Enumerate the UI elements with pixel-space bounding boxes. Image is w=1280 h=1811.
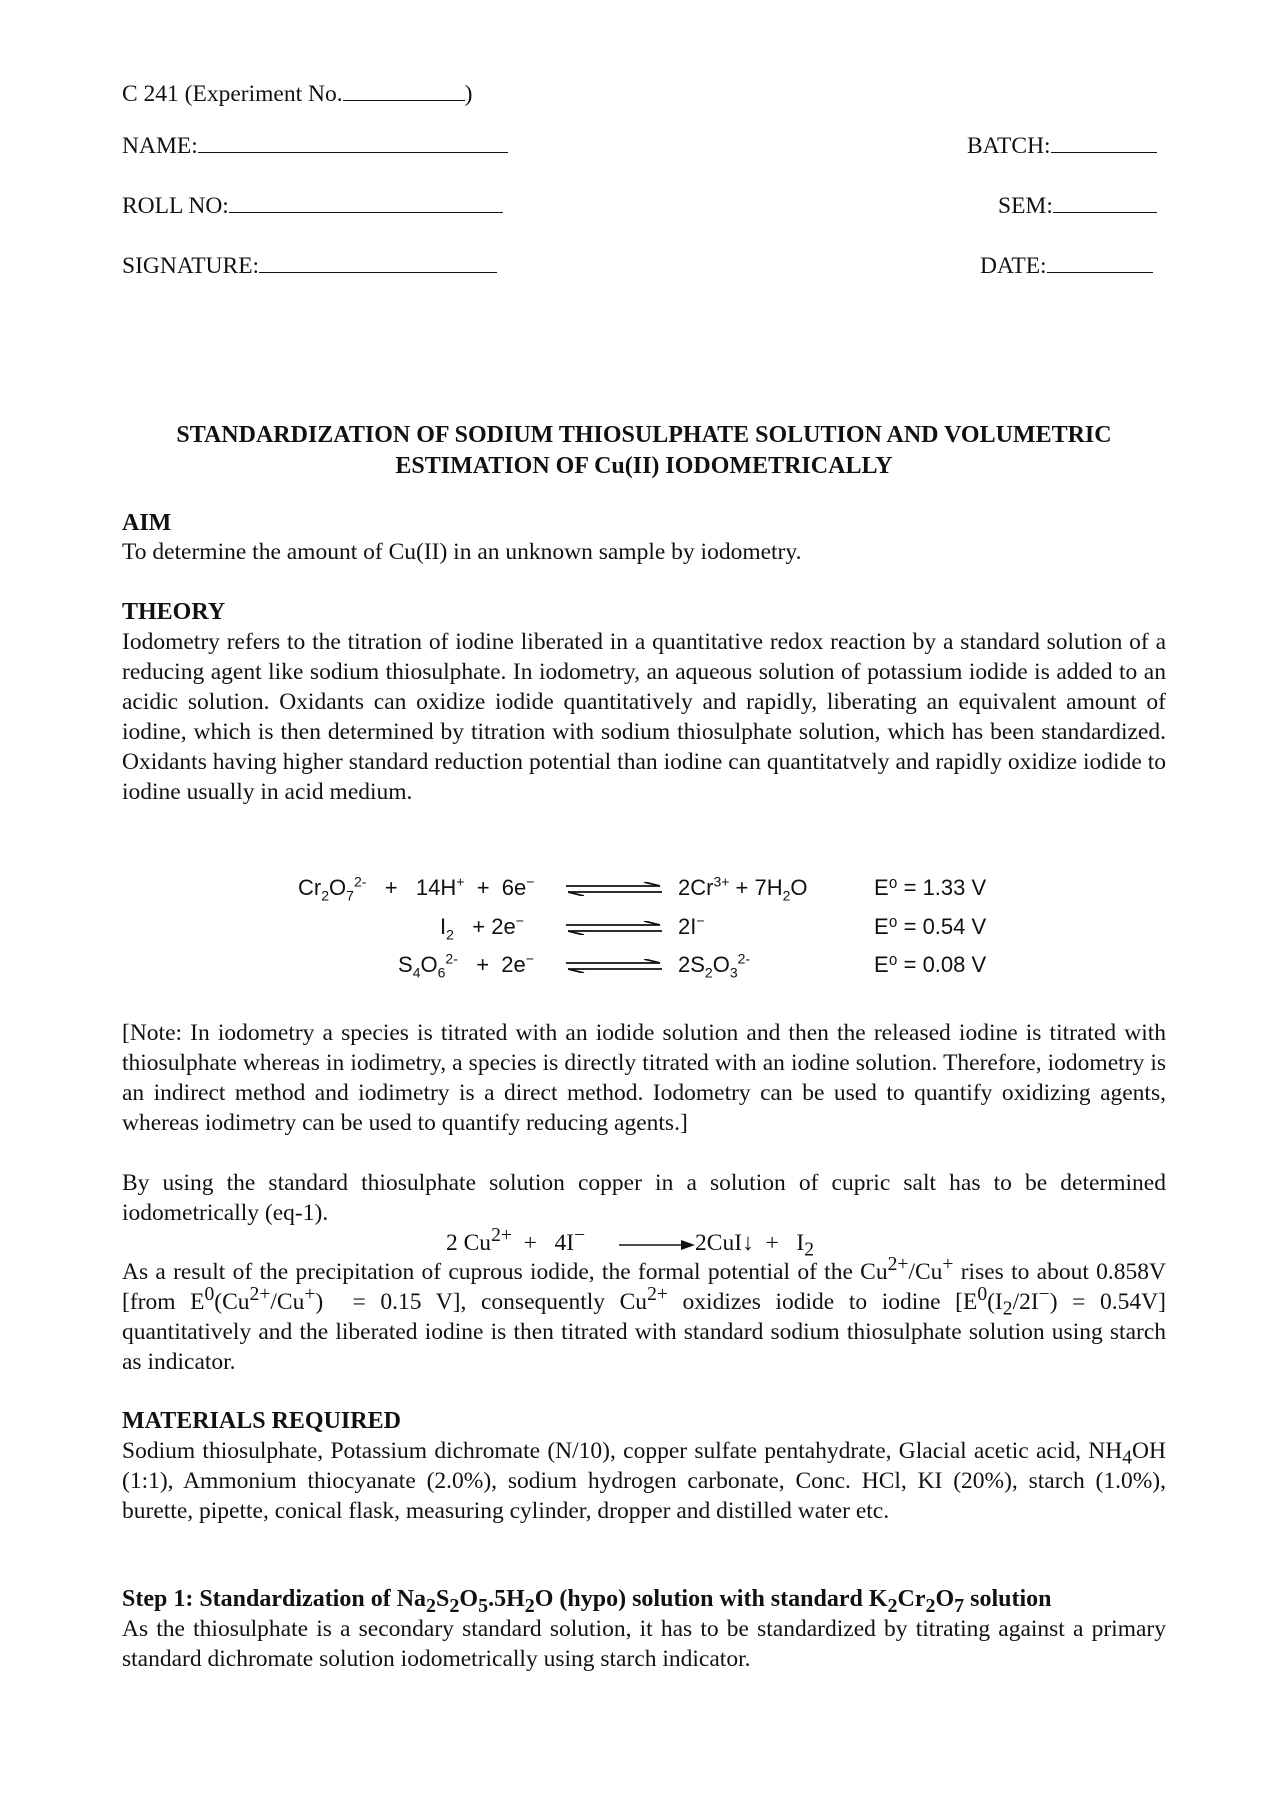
- date-line: [980, 250, 1153, 281]
- reaction-2-right: 2I−: [678, 912, 705, 939]
- title-line-1: STANDARDIZATION OF SODIUM THIOSULPHATE SOLUTION AND VOLUMETRIC: [176, 422, 1112, 448]
- theory-text: Iodometry refers to the titration of iodine liberated in a quantitative redox reaction by a standard solution of a reducing agent like sodium thiosulphate. In iodometry, an aqueous solution of potassium iodide is added to an acidic solution. Oxidants can oxidize iodide quantitatively and rapidly, liberating an equivalent amount of iodine, which is then determined by titration with sodium thiosulphate solution, which has been standardized. Oxidants having higher standard reduction potential than iodine can quantitatvely and rapidly oxidize iodide to iodine usually in acid medium.: [122, 629, 1166, 805]
- batch-blank[interactable]: [1051, 130, 1157, 153]
- reaction-2-potential: E⁰ = 0.54 V: [874, 914, 987, 939]
- date-label: DATE:: [980, 253, 1047, 279]
- copper-intro-text: By using the standard thiosulphate solution copper in a solution of cupric salt has to be determined iodometrically (eq-1).: [122, 1170, 1166, 1226]
- sem-blank[interactable]: [1053, 190, 1157, 213]
- date-blank[interactable]: [1047, 250, 1153, 273]
- step1-text: As the thiosulphate is a secondary standard solution, it has to be standardized by titrating against a primary standard dichromate solution iodometrically using starch indicator.: [122, 1616, 1166, 1672]
- roll-line: [122, 190, 503, 221]
- aim-heading: AIM: [122, 510, 172, 536]
- copper-reaction-equation: 2 $Cu^{2+} + 4I^-$ 2CuI↓ + $I_2$: [446, 1225, 815, 1261]
- name-line: [122, 130, 508, 161]
- course-label: C 241 (Experiment No.: [122, 81, 343, 107]
- theory-heading: THEORY: [122, 599, 226, 625]
- reaction-3-left: $S_4O_6^{2-} + 2e^-$: [398, 950, 534, 981]
- experiment-number-line: C 241 (Experiment No. ): [122, 78, 472, 109]
- reaction-arrow-icon: [619, 1239, 695, 1251]
- reaction-2-left: $I_2 + 2e^-$: [440, 912, 524, 943]
- reaction-1-right: $2Cr^{3+} + 7H_2O$: [678, 873, 808, 904]
- signature-blank[interactable]: [259, 250, 497, 273]
- step1-heading: Step 1: Standardization of $Na_2S_2O_5.5H_2O$ (hypo) solution with standard $K_2Cr_2O_7$ solution: [122, 1586, 1052, 1617]
- materials-heading: MATERIALS REQUIRED: [122, 1408, 401, 1434]
- materials-list-text: Sodium thiosulphate, Potassium dichromate (N/10), copper sulfate pentahydrate, Glacial acetic acid, $NH_4OH$ (1:1), Ammonium thiocyanate (2.0%), sodium hydrogen carbonate, Conc. HCl, KI (20%), starch (1.0%), burette, pipette, conical flask, measuring cylinder, dropper and distilled water etc.: [122, 1438, 1166, 1524]
- name-blank[interactable]: [198, 130, 508, 153]
- experiment-number-blank[interactable]: [343, 78, 465, 101]
- roll-label: ROLL NO:: [122, 193, 229, 219]
- copper-explanation-text: As a result of the precipitation of cuprous iodide, the formal potential of the $Cu^{2+}/Cu^+$ rises to about 0.858V [from $E^0(Cu^{2+}/Cu^+) = 0.15$ V], consequently $Cu^{2+}$ oxidizes iodide to iodine $[E^0(I_2/2I^-) = 0.54V]$ quantitatively and the liberated iodine is then titrated with standard sodium thiosulphate solution using starch as indicator.: [122, 1254, 1166, 1375]
- aim-text: To determine the amount of Cu(II) in an unknown sample by iodometry.: [122, 539, 802, 565]
- note-text: [Note: In iodometry a species is titrated with an iodide solution and then the released iodine is titrated with thiosulphate whereas in iodimetry, a species is directly titrated with an iodine solution. Therefore, iodometry is an indirect method and iodimetry is a direct method. Iodometry can be used to quantify oxidizing agents, whereas iodimetry can be used to quantify reducing agents.]: [122, 1020, 1166, 1136]
- batch-label: BATCH:: [967, 133, 1051, 159]
- sem-line: [998, 190, 1157, 221]
- equilibrium-arrow-icon: [564, 882, 664, 896]
- signature-line: [122, 250, 497, 281]
- batch-line: [967, 130, 1157, 161]
- signature-label: SIGNATURE:: [122, 253, 260, 279]
- title-line-2: ESTIMATION OF Cu(II) IODOMETRICALLY: [395, 453, 893, 479]
- reaction-1-left: $Cr_2O_7^{2-} + 14H^+ + 6e^-$: [298, 873, 535, 904]
- reaction-3-potential: E⁰ = 0.08 V: [874, 952, 987, 977]
- equilibrium-arrow-icon: [564, 921, 664, 935]
- reaction-1-potential: E⁰ = 1.33 V: [874, 875, 987, 900]
- reaction-3-right: $2S_2O_3^{2-}$: [678, 950, 751, 981]
- roll-blank[interactable]: [229, 190, 503, 213]
- equilibrium-arrow-icon: [564, 959, 664, 973]
- name-label: NAME:: [122, 133, 198, 159]
- sem-label: SEM:: [998, 193, 1053, 219]
